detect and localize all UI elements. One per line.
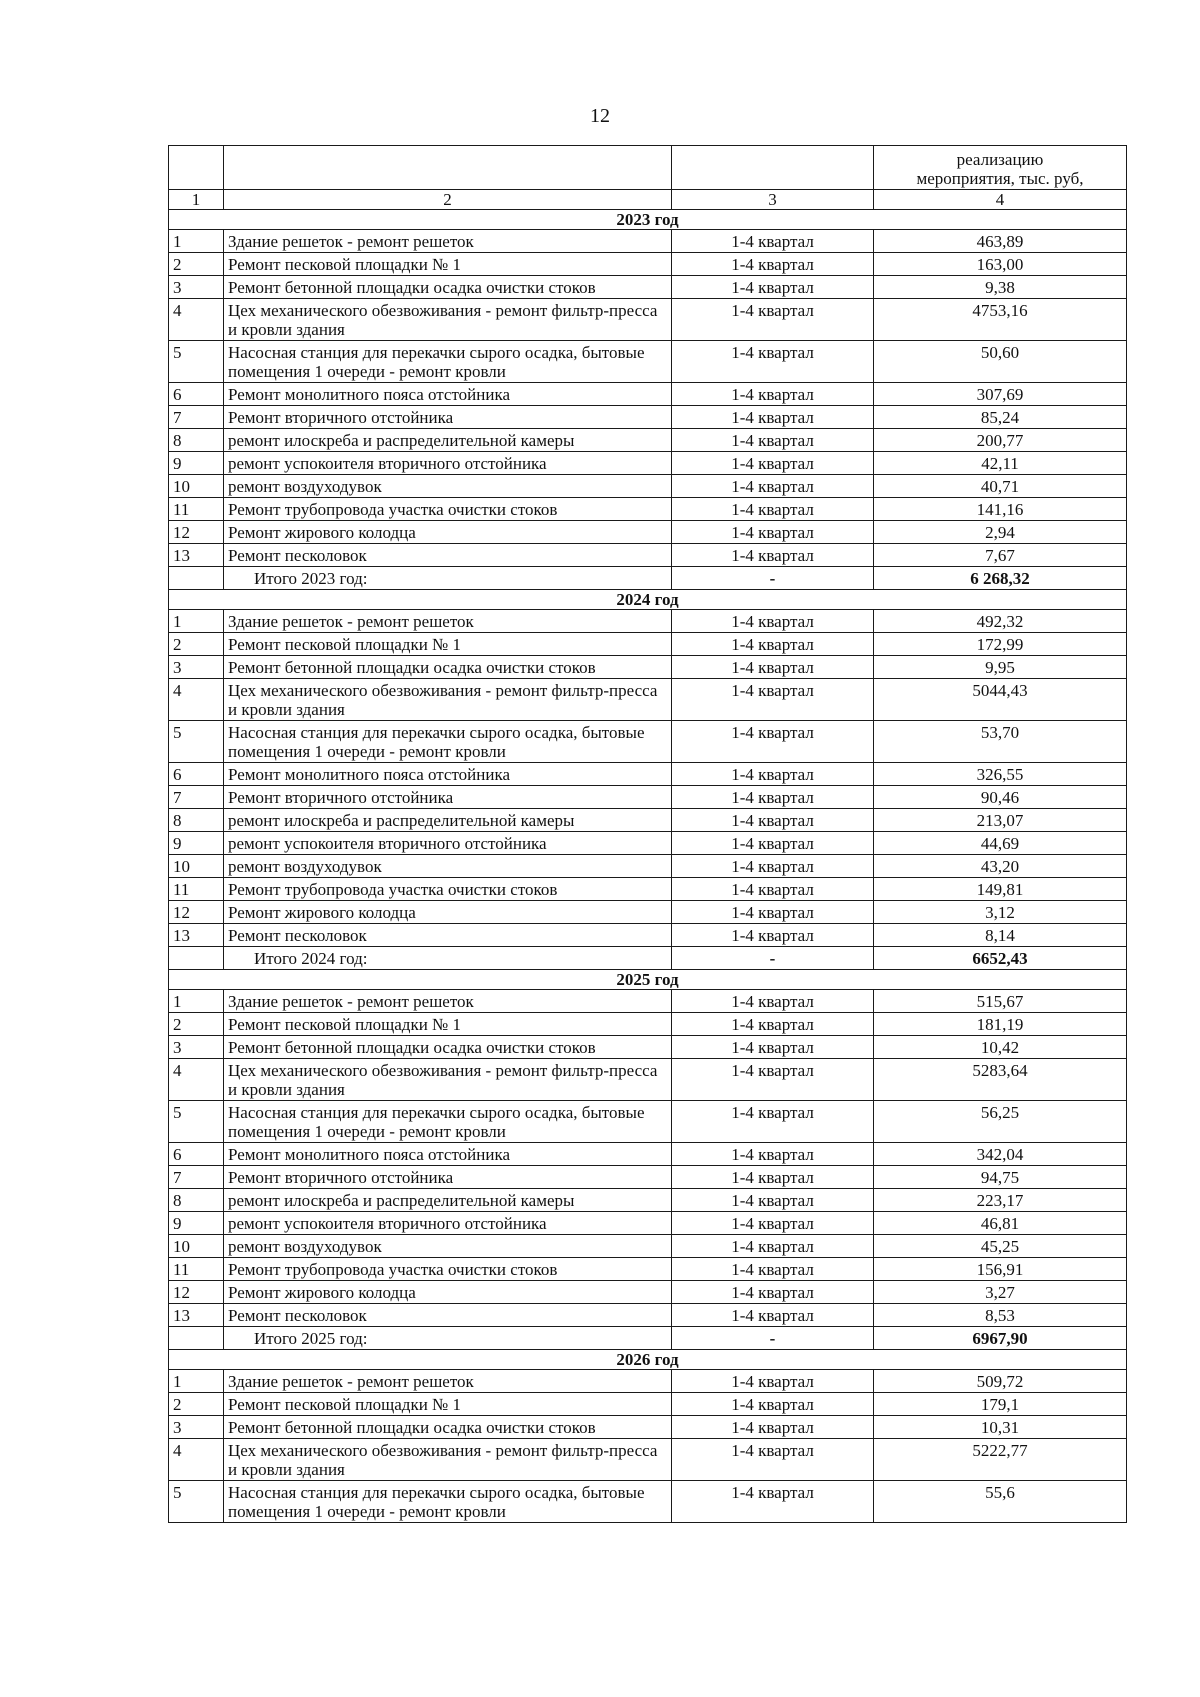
measure-cost: 172,99 (874, 633, 1127, 656)
measure-name: Ремонт песколовок (224, 1304, 672, 1327)
measure-name: Ремонт трубопровода участка очистки стоков (224, 878, 672, 901)
table-row (169, 1059, 1127, 1101)
measure-cost: 46,81 (874, 1212, 1127, 1235)
measure-cost: 10,42 (874, 1036, 1127, 1059)
measure-period: 1-4 квартал (672, 498, 874, 521)
year-heading-row (169, 970, 1127, 990)
measure-period: 1-4 квартал (672, 1166, 874, 1189)
measure-cost: 55,6 (874, 1481, 1127, 1523)
row-number: 2 (169, 1393, 224, 1416)
measure-cost: 42,11 (874, 452, 1127, 475)
row-number: 13 (169, 1304, 224, 1327)
measure-name: ремонт илоскреба и распределительной камеры (224, 429, 672, 452)
measure-period: 1-4 квартал (672, 610, 874, 633)
total-label: Итого 2024 год: (224, 947, 672, 970)
measure-cost: 44,69 (874, 832, 1127, 855)
measure-name: Ремонт бетонной площадки осадка очистки стоков (224, 276, 672, 299)
measure-period: 1-4 квартал (672, 1059, 874, 1101)
measure-period: 1-4 квартал (672, 1393, 874, 1416)
table-row (169, 1235, 1127, 1258)
table-row (169, 1036, 1127, 1059)
measure-cost: 5044,43 (874, 679, 1127, 721)
measure-cost: 8,14 (874, 924, 1127, 947)
measure-cost: 5283,64 (874, 1059, 1127, 1101)
measure-cost: 9,38 (874, 276, 1127, 299)
measure-name: Ремонт песковой площадки № 1 (224, 1393, 672, 1416)
measure-name: ремонт успокоителя вторичного отстойника (224, 452, 672, 475)
row-number: 7 (169, 406, 224, 429)
table-row (169, 1013, 1127, 1036)
measure-cost: 10,31 (874, 1416, 1127, 1439)
measure-cost: 85,24 (874, 406, 1127, 429)
table-row (169, 679, 1127, 721)
measure-cost: 8,53 (874, 1304, 1127, 1327)
measure-cost: 50,60 (874, 341, 1127, 383)
table-row (169, 1416, 1127, 1439)
measures-table (168, 145, 1127, 1523)
row-number: 6 (169, 1143, 224, 1166)
row-number: 12 (169, 901, 224, 924)
measure-name: Ремонт песколовок (224, 924, 672, 947)
row-number: 3 (169, 1036, 224, 1059)
measure-cost: 200,77 (874, 429, 1127, 452)
table-row (169, 1281, 1127, 1304)
measure-name: Ремонт трубопровода участка очистки стоков (224, 498, 672, 521)
measure-period: 1-4 квартал (672, 1281, 874, 1304)
measure-name: ремонт успокоителя вторичного отстойника (224, 832, 672, 855)
row-number: 5 (169, 341, 224, 383)
table-row (169, 1101, 1127, 1143)
measure-name: Ремонт жирового колодца (224, 901, 672, 924)
row-number: 2 (169, 253, 224, 276)
measure-period: 1-4 квартал (672, 1212, 874, 1235)
row-number: 3 (169, 656, 224, 679)
row-number: 1 (169, 610, 224, 633)
measure-cost: 43,20 (874, 855, 1127, 878)
header-cell-2 (224, 146, 672, 190)
measure-period: 1-4 квартал (672, 475, 874, 498)
measure-cost: 9,95 (874, 656, 1127, 679)
measure-cost: 5222,77 (874, 1439, 1127, 1481)
measure-name: Ремонт бетонной площадки осадка очистки стоков (224, 1416, 672, 1439)
measure-name: Насосная станция для перекачки сырого осадка, бытовые помещения 1 очереди - ремонт кровли (224, 341, 672, 383)
measure-period: 1-4 квартал (672, 406, 874, 429)
measure-period: 1-4 квартал (672, 253, 874, 276)
measure-name: Насосная станция для перекачки сырого осадка, бытовые помещения 1 очереди - ремонт кровли (224, 721, 672, 763)
table-row (169, 341, 1127, 383)
measure-period: 1-4 квартал (672, 1013, 874, 1036)
measure-name: ремонт успокоителя вторичного отстойника (224, 1212, 672, 1235)
table-row (169, 1166, 1127, 1189)
measure-period: 1-4 квартал (672, 276, 874, 299)
measure-period: 1-4 квартал (672, 633, 874, 656)
measure-name: Насосная станция для перекачки сырого осадка, бытовые помещения 1 очереди - ремонт кровли (224, 1481, 672, 1523)
column-number-2: 2 (224, 190, 672, 210)
measure-period: 1-4 квартал (672, 1189, 874, 1212)
measure-name: Цех механического обезвоживания - ремонт фильтр-пресса и кровли здания (224, 679, 672, 721)
table-row (169, 1370, 1127, 1393)
column-number-1: 1 (169, 190, 224, 210)
measure-name: Ремонт монолитного пояса отстойника (224, 1143, 672, 1166)
measure-name: Ремонт песковой площадки № 1 (224, 1013, 672, 1036)
row-number: 6 (169, 383, 224, 406)
row-number: 1 (169, 990, 224, 1013)
row-number: 10 (169, 475, 224, 498)
measure-cost: 213,07 (874, 809, 1127, 832)
row-number: 9 (169, 1212, 224, 1235)
table-row (169, 786, 1127, 809)
measure-cost: 90,46 (874, 786, 1127, 809)
measure-cost: 223,17 (874, 1189, 1127, 1212)
measure-period: 1-4 квартал (672, 1439, 874, 1481)
table-row (169, 721, 1127, 763)
total-empty-cell (169, 947, 224, 970)
row-number: 13 (169, 544, 224, 567)
measure-period: 1-4 квартал (672, 679, 874, 721)
measure-name: Цех механического обезвоживания - ремонт фильтр-пресса и кровли здания (224, 1439, 672, 1481)
row-number: 10 (169, 1235, 224, 1258)
row-number: 4 (169, 679, 224, 721)
measure-name: Ремонт бетонной площадки осадка очистки стоков (224, 656, 672, 679)
measure-cost: 40,71 (874, 475, 1127, 498)
total-row (169, 947, 1127, 970)
measure-period: 1-4 квартал (672, 1036, 874, 1059)
total-row (169, 567, 1127, 590)
table-row (169, 544, 1127, 567)
table-row (169, 1258, 1127, 1281)
measure-period: 1-4 квартал (672, 1143, 874, 1166)
measure-cost: 342,04 (874, 1143, 1127, 1166)
table-row (169, 901, 1127, 924)
table-row (169, 1439, 1127, 1481)
measure-period: 1-4 квартал (672, 763, 874, 786)
measure-period: 1-4 квартал (672, 1416, 874, 1439)
measure-period: 1-4 квартал (672, 1258, 874, 1281)
measure-period: 1-4 квартал (672, 299, 874, 341)
table-row (169, 253, 1127, 276)
measure-cost: 179,1 (874, 1393, 1127, 1416)
row-number: 5 (169, 1481, 224, 1523)
year-heading-row (169, 590, 1127, 610)
measure-cost: 181,19 (874, 1013, 1127, 1036)
measure-period: 1-4 квартал (672, 1304, 874, 1327)
row-number: 1 (169, 230, 224, 253)
measure-cost: 7,67 (874, 544, 1127, 567)
year-heading: 2025 год (169, 970, 1127, 990)
column-number-row (169, 190, 1127, 210)
measure-period: 1-4 квартал (672, 1101, 874, 1143)
measure-period: 1-4 квартал (672, 901, 874, 924)
total-empty-cell (169, 1327, 224, 1350)
measure-name: Цех механического обезвоживания - ремонт фильтр-пресса и кровли здания (224, 1059, 672, 1101)
measure-cost: 163,00 (874, 253, 1127, 276)
measure-period: 1-4 квартал (672, 1481, 874, 1523)
table-row (169, 924, 1127, 947)
row-number: 10 (169, 855, 224, 878)
row-number: 4 (169, 1059, 224, 1101)
row-number: 9 (169, 452, 224, 475)
measure-name: Ремонт песковой площадки № 1 (224, 253, 672, 276)
measure-cost: 509,72 (874, 1370, 1127, 1393)
measure-cost: 492,32 (874, 610, 1127, 633)
header-row (169, 146, 1127, 190)
measure-cost: 3,12 (874, 901, 1127, 924)
measure-period: 1-4 квартал (672, 855, 874, 878)
measure-period: 1-4 квартал (672, 383, 874, 406)
row-number: 9 (169, 832, 224, 855)
total-label: Итого 2023 год: (224, 567, 672, 590)
row-number: 8 (169, 429, 224, 452)
measure-name: Ремонт вторичного отстойника (224, 406, 672, 429)
table-row (169, 406, 1127, 429)
row-number: 7 (169, 1166, 224, 1189)
measure-name: Ремонт вторичного отстойника (224, 786, 672, 809)
total-period: - (672, 1327, 874, 1350)
measure-name: Ремонт вторичного отстойника (224, 1166, 672, 1189)
measure-name: Ремонт бетонной площадки осадка очистки стоков (224, 1036, 672, 1059)
measure-name: Цех механического обезвоживания - ремонт фильтр-пресса и кровли здания (224, 299, 672, 341)
header-cell-1 (169, 146, 224, 190)
measure-period: 1-4 квартал (672, 429, 874, 452)
measure-cost: 149,81 (874, 878, 1127, 901)
year-heading: 2026 год (169, 1350, 1127, 1370)
measure-cost: 2,94 (874, 521, 1127, 544)
row-number: 7 (169, 786, 224, 809)
header-cost-line2: мероприятия, тыс. руб, (916, 169, 1084, 188)
row-number: 1 (169, 1370, 224, 1393)
table-row (169, 656, 1127, 679)
row-number: 5 (169, 1101, 224, 1143)
table-body (169, 146, 1127, 1523)
table-row (169, 832, 1127, 855)
measure-name: Ремонт песковой площадки № 1 (224, 633, 672, 656)
header-cost-line1: реализацию (956, 150, 1044, 169)
measure-period: 1-4 квартал (672, 809, 874, 832)
measure-name: Ремонт жирового колодца (224, 1281, 672, 1304)
total-label: Итого 2025 год: (224, 1327, 672, 1350)
row-number: 13 (169, 924, 224, 947)
measure-cost: 307,69 (874, 383, 1127, 406)
column-number-3: 3 (672, 190, 874, 210)
table-row (169, 276, 1127, 299)
measure-cost: 45,25 (874, 1235, 1127, 1258)
table-row (169, 878, 1127, 901)
row-number: 6 (169, 763, 224, 786)
table-row (169, 230, 1127, 253)
measure-period: 1-4 квартал (672, 1370, 874, 1393)
measure-name: Здание решеток - ремонт решеток (224, 990, 672, 1013)
measure-period: 1-4 квартал (672, 1235, 874, 1258)
table-row (169, 429, 1127, 452)
header-cell-3 (672, 146, 874, 190)
table-row (169, 498, 1127, 521)
row-number: 8 (169, 809, 224, 832)
measure-period: 1-4 квартал (672, 832, 874, 855)
table-row (169, 521, 1127, 544)
row-number: 2 (169, 633, 224, 656)
measure-name: Ремонт трубопровода участка очистки стоков (224, 1258, 672, 1281)
header-cell-cost (874, 146, 1127, 190)
year-heading-row (169, 210, 1127, 230)
total-value: 6652,43 (874, 947, 1127, 970)
measure-cost: 326,55 (874, 763, 1127, 786)
measure-name: Ремонт монолитного пояса отстойника (224, 383, 672, 406)
measure-name: ремонт илоскреба и распределительной камеры (224, 809, 672, 832)
table-row (169, 1212, 1127, 1235)
table-row (169, 1393, 1127, 1416)
row-number: 3 (169, 276, 224, 299)
row-number: 4 (169, 1439, 224, 1481)
total-row (169, 1327, 1127, 1350)
measure-period: 1-4 квартал (672, 721, 874, 763)
page-number: 12 (590, 105, 610, 127)
measure-period: 1-4 квартал (672, 544, 874, 567)
measure-name: Ремонт жирового колодца (224, 521, 672, 544)
row-number: 11 (169, 878, 224, 901)
measure-period: 1-4 квартал (672, 786, 874, 809)
measure-name: ремонт воздуходувок (224, 475, 672, 498)
measure-period: 1-4 квартал (672, 452, 874, 475)
row-number: 11 (169, 498, 224, 521)
measure-name: Здание решеток - ремонт решеток (224, 1370, 672, 1393)
row-number: 3 (169, 1416, 224, 1439)
table-row (169, 1481, 1127, 1523)
total-period: - (672, 947, 874, 970)
row-number: 8 (169, 1189, 224, 1212)
table-row (169, 855, 1127, 878)
total-value: 6967,90 (874, 1327, 1127, 1350)
total-value: 6 268,32 (874, 567, 1127, 590)
measure-cost: 463,89 (874, 230, 1127, 253)
table-row (169, 1143, 1127, 1166)
year-heading: 2024 год (169, 590, 1127, 610)
year-heading-row (169, 1350, 1127, 1370)
table-row (169, 809, 1127, 832)
table-row (169, 990, 1127, 1013)
measure-period: 1-4 квартал (672, 878, 874, 901)
measure-cost: 3,27 (874, 1281, 1127, 1304)
measure-name: Здание решеток - ремонт решеток (224, 610, 672, 633)
measure-period: 1-4 квартал (672, 521, 874, 544)
measure-cost: 515,67 (874, 990, 1127, 1013)
measure-name: Ремонт монолитного пояса отстойника (224, 763, 672, 786)
measure-period: 1-4 квартал (672, 341, 874, 383)
column-number-4: 4 (874, 190, 1127, 210)
row-number: 4 (169, 299, 224, 341)
measure-name: Ремонт песколовок (224, 544, 672, 567)
table-row (169, 383, 1127, 406)
table-row (169, 1304, 1127, 1327)
measure-name: Насосная станция для перекачки сырого осадка, бытовые помещения 1 очереди - ремонт кровли (224, 1101, 672, 1143)
measure-period: 1-4 квартал (672, 656, 874, 679)
measure-period: 1-4 квартал (672, 990, 874, 1013)
row-number: 2 (169, 1013, 224, 1036)
table-row (169, 475, 1127, 498)
measure-cost: 94,75 (874, 1166, 1127, 1189)
measure-name: ремонт воздуходувок (224, 1235, 672, 1258)
total-period: - (672, 567, 874, 590)
measure-cost: 4753,16 (874, 299, 1127, 341)
measure-cost: 141,16 (874, 498, 1127, 521)
measure-cost: 53,70 (874, 721, 1127, 763)
table-row (169, 299, 1127, 341)
year-heading: 2023 год (169, 210, 1127, 230)
row-number: 12 (169, 1281, 224, 1304)
row-number: 5 (169, 721, 224, 763)
measure-period: 1-4 квартал (672, 230, 874, 253)
table-row (169, 763, 1127, 786)
table-row (169, 633, 1127, 656)
row-number: 11 (169, 1258, 224, 1281)
measure-name: ремонт воздуходувок (224, 855, 672, 878)
table-row (169, 610, 1127, 633)
measure-name: Здание решеток - ремонт решеток (224, 230, 672, 253)
table-row (169, 1189, 1127, 1212)
table-row (169, 452, 1127, 475)
measure-cost: 56,25 (874, 1101, 1127, 1143)
measure-cost: 156,91 (874, 1258, 1127, 1281)
row-number: 12 (169, 521, 224, 544)
measure-name: ремонт илоскреба и распределительной камеры (224, 1189, 672, 1212)
measure-period: 1-4 квартал (672, 924, 874, 947)
total-empty-cell (169, 567, 224, 590)
